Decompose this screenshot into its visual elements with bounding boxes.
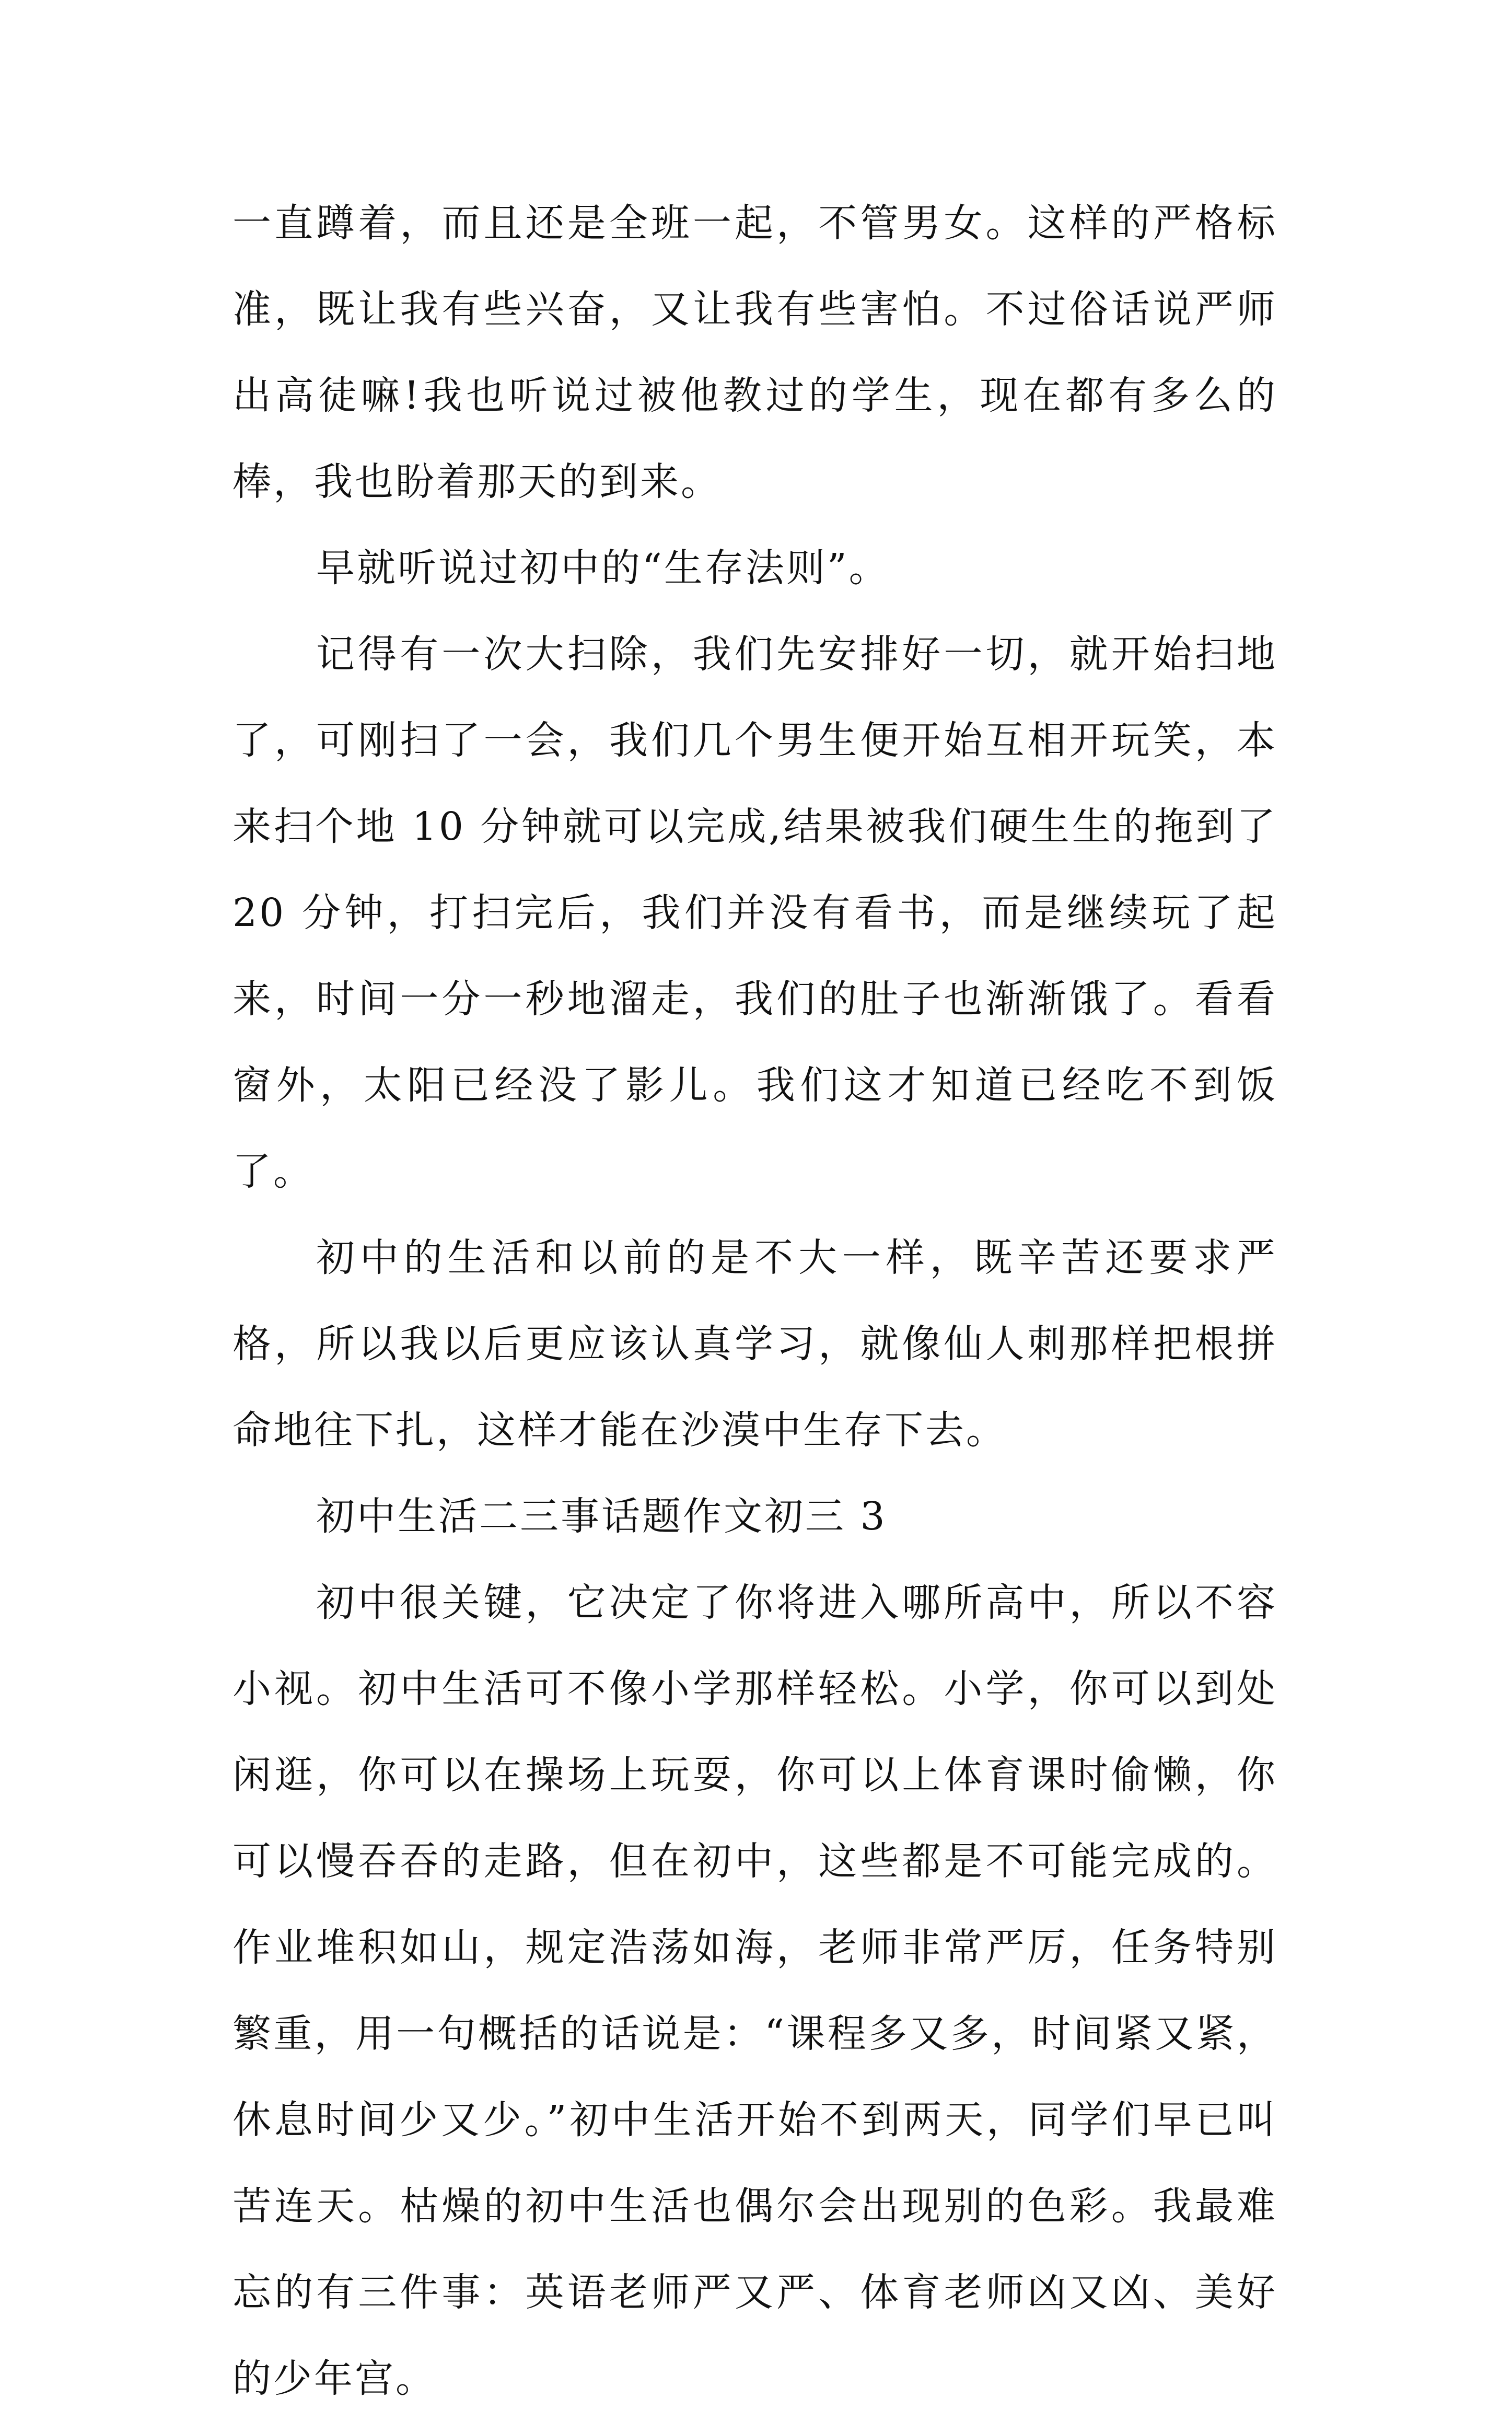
document-body (232, 180, 1277, 2422)
paragraph-2: 早就听说过初中的“生存法则”。 (316, 546, 890, 590)
paragraph-6: 初中很关键，它决定了你将进入哪所高中，所以不容小视。初中生活可不像小学那样轻松。小学，你可以到处闲逛，你可以在操场上玩耍，你可以上体育课时偷懒，你可以慢吞吞的走路，但在初中，这些都是不可能完成的。作业堆积如山，规定浩荡如海，老师非常严厉，任务特别繁重，用一句概括的话说是：“课程多又多，时间紧又紧，休息时间少又少。”初中生活开始不到两天，同学们早已叫苦连天。枯燥的初中生活也偶尔会出现别的色彩。我最难忘的有三件事：英语老师严又严、体育老师凶又凶、美好的少年宫。 (232, 1580, 1277, 2401)
paragraph-3: 记得有一次大扫除，我们先安排好一切，就开始扫地了，可刚扫了一会，我们几个男生便开始互相开玩笑，本来扫个地 10 分钟就可以完成,结果被我们硬生生的拖到了 20 分钟，打扫完后，我们并没有看书，而是继续玩了起来，时间一分一秒地溜走，我们的肚子也渐渐饿了。看看窗外，太阳已经没了影儿。我们这才知道已经吃不到饭了。 (232, 632, 1277, 1194)
section-heading: 初中生活二三事话题作文初三 3 (316, 1494, 887, 1539)
paragraph-4: 初中的生活和以前的是不大一样，既辛苦还要求严格，所以我以后更应该认真学习，就像仙人刺那样把根拼命地往下扎，这样才能在沙漠中生存下去。 (232, 1235, 1277, 1453)
paragraph-1: 一直蹲着，而且还是全班一起，不管男女。这样的严格标准，既让我有些兴奋，又让我有些害怕。不过俗话说严师出高徒嘛!我也听说过被他教过的学生，现在都有多么的棒，我也盼着那天的到来。 (232, 201, 1277, 504)
